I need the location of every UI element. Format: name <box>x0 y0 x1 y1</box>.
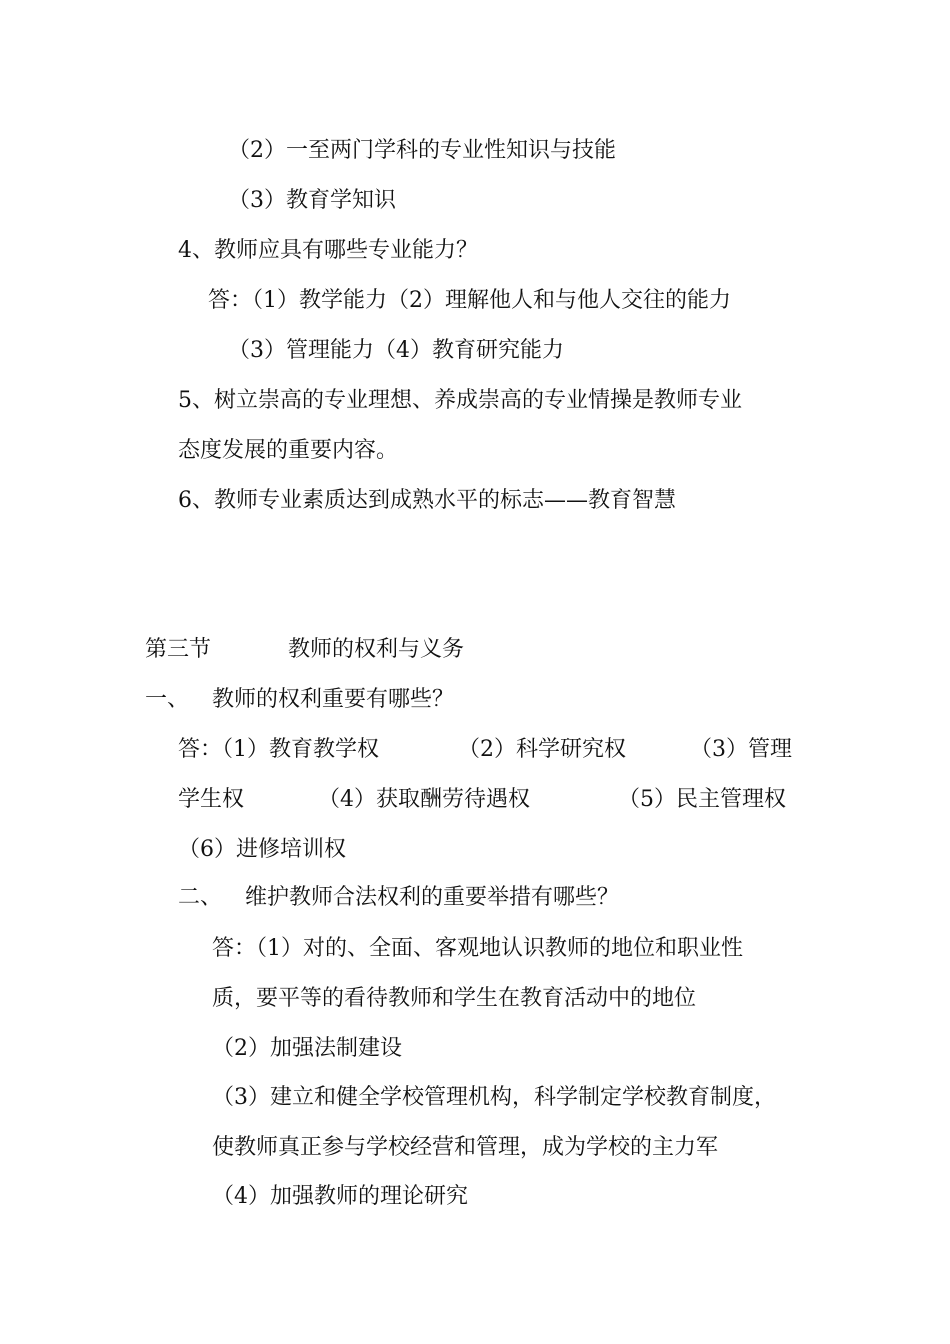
answer-item: （4）获取酬劳待遇权 <box>318 787 530 812</box>
text-line: （2）一至两门学科的专业性知识与技能 <box>228 138 616 163</box>
answer-line: （3）建立和健全学校管理机构，科学制定学校教育制度， <box>212 1085 776 1110</box>
text-line: （3）教育学知识 <box>228 188 396 213</box>
text-line: 6、教师专业素质达到成熟水平的标志——教育智慧 <box>178 488 676 513</box>
text-line: 5、树立崇高的专业理想、养成崇高的专业情操是教师专业 <box>178 388 742 413</box>
answer-item: 答：（1）教育教学权 <box>178 737 379 762</box>
section-label: 第三节 <box>145 637 212 662</box>
question-line: 4、教师应具有哪些专业能力？ <box>178 238 478 263</box>
question-heading <box>178 883 678 913</box>
question-number: 二、 <box>178 885 223 910</box>
answer-item: （5）民主管理权 <box>618 787 786 812</box>
answer-item: （3）管理 <box>690 737 792 762</box>
answer-line: （4）加强教师的理论研究 <box>212 1184 468 1209</box>
answer-line: 答：（1）教学能力（2）理解他人和与他人交往的能力 <box>208 288 731 313</box>
section-heading <box>145 635 645 665</box>
answer-item: （2）科学研究权 <box>458 737 626 762</box>
answer-line: 使教师真正参与学校经营和管理，成为学校的主力军 <box>212 1135 719 1160</box>
answer-line <box>178 735 818 765</box>
answer-line: （6）进修培训权 <box>178 837 346 862</box>
question-text: 教师的权利重要有哪些？ <box>212 687 455 712</box>
answer-line <box>178 785 818 815</box>
answer-line: （3）管理能力（4）教育研究能力 <box>228 338 564 363</box>
answer-line: （2）加强法制建设 <box>212 1036 402 1061</box>
answer-line: 答：（1）对的、全面、客观地认识教师的地位和职业性 <box>212 936 743 961</box>
question-number: 一、 <box>145 687 190 712</box>
text-line: 态度发展的重要内容。 <box>178 438 399 463</box>
answer-line: 质，要平等的看待教师和学生在教育活动中的地位 <box>212 986 697 1011</box>
section-title: 教师的权利与义务 <box>288 637 465 662</box>
question-text: 维护教师合法权利的重要举措有哪些？ <box>245 885 620 910</box>
question-heading <box>145 685 645 715</box>
answer-item: 学生权 <box>178 787 245 812</box>
